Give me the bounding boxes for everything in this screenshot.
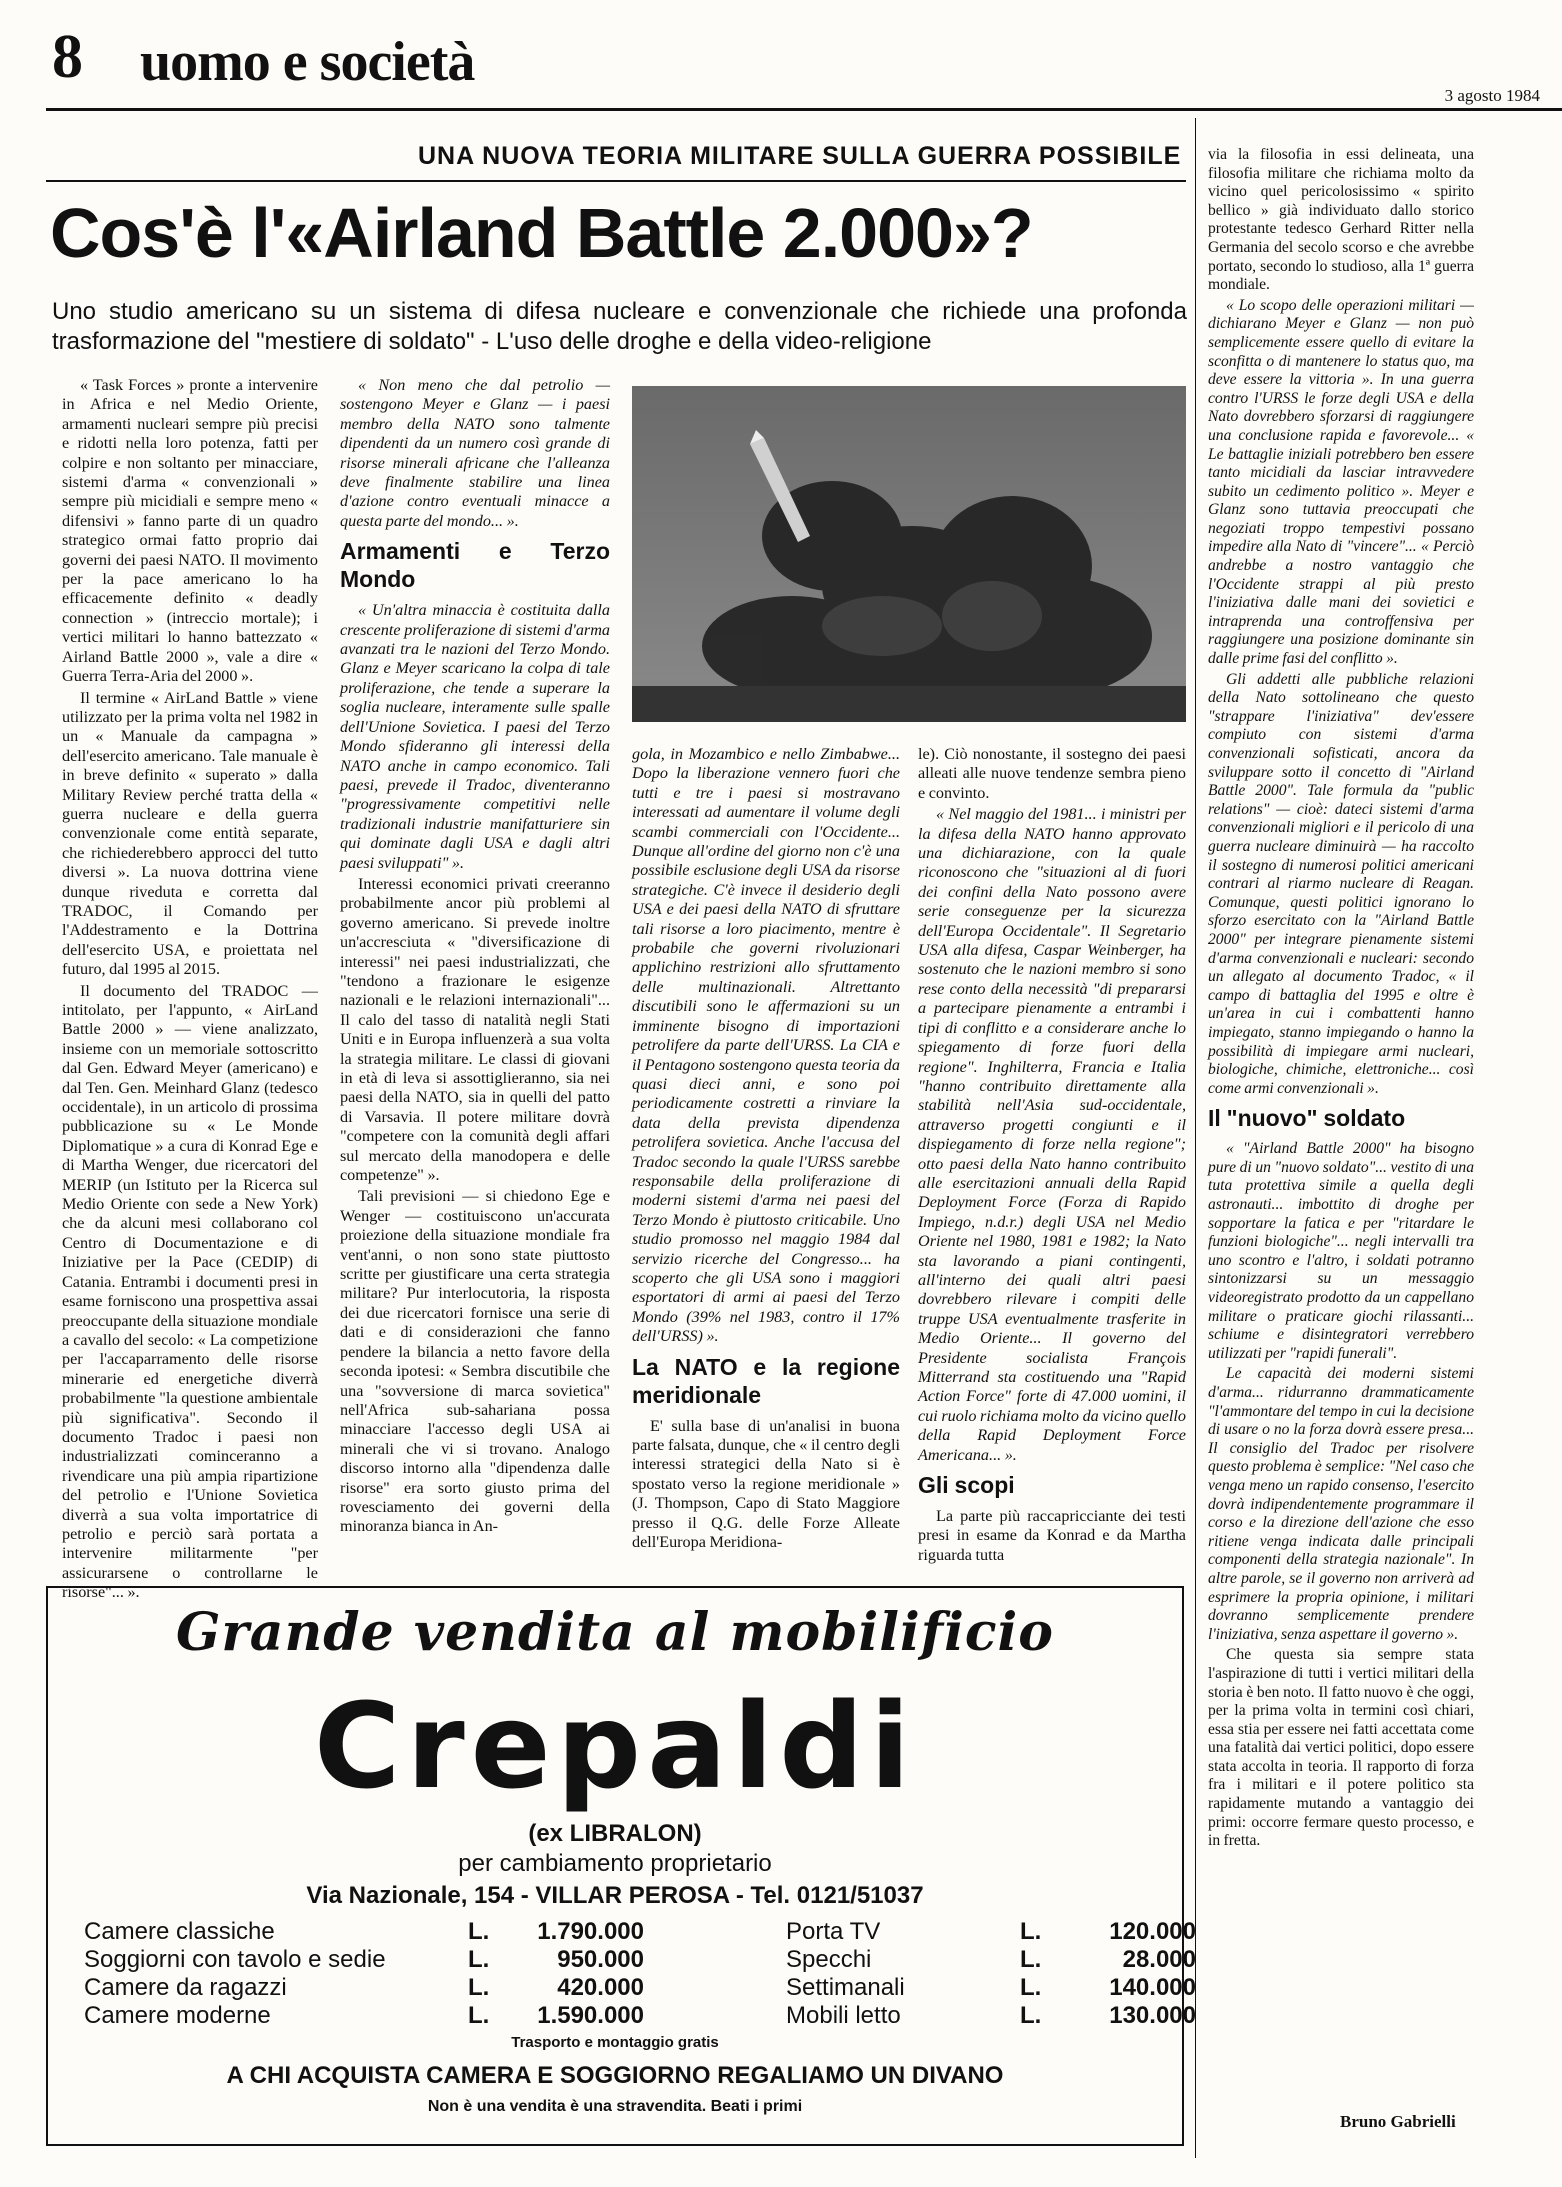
item-name: Specchi <box>786 1946 872 1973</box>
item-price: 140.000 <box>1109 1974 1196 2001</box>
article-column-2 <box>340 376 610 1539</box>
article-column-4 <box>918 745 1186 1567</box>
item-price: 950.000 <box>557 1946 644 1973</box>
price-row <box>786 1974 1196 2002</box>
item-name: Soggiorni con tavolo e sedie <box>84 1946 386 1973</box>
paragraph: « Task Forces » pronte a intervenire in Africa e nel Medio Oriente, armamenti nucleari sempre più precisi e ridotti nella loro potenza, fatti per colpire e non soltanto per minacciare, sistemi d'arma « convenzionali » sempre più micidiali e sempre meno « difensivi » fanno parte di un quadro strategico ormai fatto proprio dai governi dei paesi NATO. Il movimento per la pace americano lo ha efficacemente definito « deadly connection » (intreccio mortale); i vertici militari lo hanno battezzato « Airland Battle 2000 », vale a dire « Guerra Terra-Aria del 2000 ». <box>62 376 318 686</box>
masthead-rule <box>46 108 1562 111</box>
currency: L. <box>1020 2002 1042 2029</box>
paragraph: E' sulla base di un'analisi in buona parte falsata, dunque, che « il centro degli interessi strategici della Nato si è spostato verso la regione meridionale » (J. Thompson, Capo di Stato Maggiore presso il Q.G. delle Forze Alleate dell'Europa Meridiona- <box>632 1416 900 1552</box>
article-headline: Cos'è l'«Airland Battle 2.000»? <box>50 194 1033 272</box>
price-row <box>786 1946 1196 1974</box>
paragraph: le). Ciò nonostante, il sostegno dei paesi alleati alle nuove tendenze sembra pieno e convinto. <box>918 745 1186 802</box>
paragraph: « "Airland Battle 2000" ha bisogno pure di un "nuovo soldato"... vestito di una tuta protettiva simile a quella degli astronauti... imbottito di droghe per sopportare la fatica e per "ritardare le funzioni biologiche"... negli intervalli tra uno scontro e l'altro, i soldati potranno sintonizzarsi su un messaggio videoregistrato prodotto da un cappellano militare o praticare giochi rilassanti... schiume e disintegratori verrebbero utilizzati per "rapidi funerali". <box>1208 1140 1474 1362</box>
paragraph: « Un'altra minaccia è costituita dalla crescente proliferazione di sistemi d'arma avanzati tra le nazioni del Terzo Mondo. Glanz e Meyer scaricano la colpa di tale proliferazione, che tende a superare la soglia nucleare, interamente sulle spalle dell'Unione Sovietica. I paesi del Terzo Mondo sfideranno gli interessi della NATO anche in campo economico. Tali paesi, prevede il Tradoc, diventeranno "progressivamente competitivi nelle tradizionali industrie manifatturiere sin qui dominate dagli USA e dagli altri paesi sviluppati" ». <box>340 601 610 872</box>
paragraph: « Non meno che dal petrolio — sostengono Meyer e Glanz — i paesi membro della NATO sono talmente dipendenti da un numero così grande di risorse minerali africane che l'alleanza deve finalmente stabilire una linea d'azione contro eventuali minacce a questa parte del mondo... ». <box>340 376 610 530</box>
currency: L. <box>468 1974 490 2001</box>
item-name: Settimanali <box>786 1974 905 2001</box>
kicker-rule <box>46 180 1186 182</box>
subheading-nato: La NATO e la regione meridionale <box>632 1353 900 1408</box>
ad-brand-logo: Crepaldi <box>313 1677 917 1815</box>
item-name: Mobili letto <box>786 2002 901 2029</box>
item-price: 130.000 <box>1109 2002 1196 2029</box>
author-signature: Bruno Gabrielli <box>1340 2112 1456 2131</box>
missile-launch-photo <box>632 386 1186 722</box>
ad-price-list-left <box>84 1918 644 2030</box>
article-column-3 <box>632 745 900 1554</box>
paragraph: Le capacità dei moderni sistemi d'arma... ridurranno drammaticamente "l'ammontare del tempo in cui la decisione di usare o no la forza dovrà essere presa... Il consiglio del Tradoc per risolvere questo problema è semplice: "Nel caso che venga meno un rapido consenso, l'esercito dovrà indipendentemente programmare il corso e la direzione dell'azione che esso ritiene venga indicata dalle principali componenti della strategia nazionale". In altre parole, se il governo non arriverà ad esprimere la propria opinione, i militari dovranno semplicemente prendere l'iniziativa, senza aspettare il governo ». <box>1208 1365 1474 1643</box>
article-column-5 <box>1208 146 1474 1853</box>
currency: L. <box>1020 1918 1042 1945</box>
paragraph: Che questa sia sempre stata l'aspirazione di tutti i vertici militari della storia è ben noto. Il fatto nuovo è che oggi, per la prima volta in termini così chiari, essa stia per essere nei fatti accettata come una fatalità dai vertici politici, dopo essere stata accolta in teoria. Il rapporto di forza fra i militari e il potere politico sta rapidamente mutando a vantaggio dei primi: occorre fermare questo processo, e in fretta. <box>1208 1646 1474 1850</box>
price-row <box>84 1918 644 1946</box>
subheading-soldato: Il "nuovo" soldato <box>1208 1105 1406 1132</box>
item-name: Camere da ragazzi <box>84 1974 287 2001</box>
currency: L. <box>1020 1974 1042 2001</box>
ad-headline: Grande vendita al mobilificio <box>176 1602 1054 1663</box>
item-price: 28.000 <box>1122 1946 1196 1973</box>
item-price: 420.000 <box>557 1974 644 2001</box>
article-kicker: UNA NUOVA TEORIA MILITARE SULLA GUERRA POSSIBILE <box>418 142 1182 170</box>
paragraph: « Lo scopo delle operazioni militari — dichiarano Meyer e Glanz — non può semplicemente essere quello di evitare la sconfitta o di mantenere lo status quo, ma deve essere la vittoria ». In una guerra contro l'URSS le forze degli USA e della Nato dovrebbero sforzarsi di raggiungere una conclusione rapida e favorevole... « Le battaglie iniziali potrebbero ben essere tanto micidiali da lasciar intravvedere subito un cedimento politico ». Meyer e Glanz sono tuttavia preoccupati che negoziati troppo tempestivi possano impedire alla Nato di "vincere"... « Perciò andrebbe a nostro vantaggio che l'Occidente strappi al più presto l'iniziativa dalle mani dei sovietici e intraprenda una controffensiva per raggiungere una posizione dominante sin dalle prime fasi del conflitto ». <box>1208 296 1474 668</box>
price-row <box>84 1946 644 1974</box>
paragraph: La parte più raccapricciante dei testi presi in esame da Konrad e da Martha riguarda tutta <box>918 1507 1186 1564</box>
paragraph: Il termine « AirLand Battle » viene utilizzato per la prima volta nel 1982 in un « Manuale da campagna » dell'esercito americano. Tale manuale è in breve definito « superato » dalla Military Review perché tratta della « guerra nucleare e della guerra convenzionale come entità separate, che richiederebbero approcci del tutto diversi ». La nuova dottrina viene dunque riveduta e corretta dal TRADOC, il Comando per l'Addestramento e la Dottrina dell'esercito USA, e proiettata nel futuro, dal 1995 al 2015. <box>62 688 318 979</box>
price-row <box>786 2002 1196 2030</box>
ad-price-list-right <box>786 1918 1196 2030</box>
price-row <box>84 2002 644 2030</box>
ad-transport-note: Trasporto e montaggio gratis <box>511 2034 719 2051</box>
item-name: Camere moderne <box>84 2002 271 2029</box>
currency: L. <box>468 1946 490 1973</box>
item-name: Porta TV <box>786 1918 881 1945</box>
subheading-scopi: Gli scopi <box>918 1472 1015 1499</box>
paragraph: Il documento del TRADOC — intitolato, per l'appunto, « AirLand Battle 2000 » — viene analizzato, insieme con un memoriale sottoscritto dal Gen. Edward Meyer (americano) e dal Ten. Gen. Meinhard Glanz (tedesco occidentale), in un articolo di prossima pubblicazione su « Le Monde Diplomatique » a cura di Konrad Ege e di Martha Wenger, due ricercatori del MERIP (un Istituto per la Ricerca sul Medio Oriente con sede a New York) che da alcuni mesi collaborano col Centro di Documentazione e di Iniziative per la Pace (CEDIP) di Catania. Entrambi i documenti presi in esame forniscono una prospettiva assai preoccupante della situazione mondiale a cavallo del secolo: « La competizione per l'accaparramento delle risorse minerarie ed energetiche diverrà probabilmente "la questione ambientale più significativa". Secondo il documento Tradoc i paesi non industrializzati cominceranno a rivendicare una più ampia ripartizione del petrolio e l'Unione Sovietica diverrà a sua volta importatrice di petrolio e perciò sarà portata a intervenire militarmente "per assicurarsene o controllarne le risorse"... ». <box>62 981 318 1602</box>
price-row <box>786 1918 1196 1946</box>
currency: L. <box>468 2002 490 2029</box>
ad-tagline: Non è una vendita è una stravendita. Beati i primi <box>427 2098 803 2115</box>
item-price: 120.000 <box>1109 1918 1196 1945</box>
ad-address: Via Nazionale, 154 - VILLAR PEROSA - Tel. 0121/51037 <box>306 1882 924 1909</box>
subheading-armamenti: Armamenti e Terzo Mondo <box>340 538 610 593</box>
column-divider <box>1195 118 1196 2158</box>
paragraph: Tali previsioni — si chiedono Ege e Wenger — costituiscono un'accurata proiezione della situazione mondiale fra vent'anni, o non sono state piuttosto scritte per giustificare una certa strategia militare? Pur interlocutoria, la risposta dei due ricercatori fornisce una serie di dati e di considerazioni che fanno pendere la bilancia a netto favore della seconda ipotesi: « Sembra discutibile che una "sovversione di marca sovietica" nell'Africa sub-sahariana possa minacciare l'accesso degli USA ai minerali che vi si trovano. Analogo discorso intorno alla "dipendenza dalle risorse" era sorto giusto prima del rovesciamento dei governi della minoranza bianca in An- <box>340 1187 610 1536</box>
article-column-1 <box>62 376 318 1605</box>
article-deck: Uno studio americano su un sistema di difesa nucleare e convenzionale che richiede una profonda trasformazione del "mestiere di soldato" - L'uso delle droghe e della video-religione <box>52 298 1187 355</box>
ad-offer: A CHI ACQUISTA CAMERA E SOGGIORNO REGALIAMO UN DIVANO <box>226 2062 1004 2089</box>
currency: L. <box>1020 1946 1042 1973</box>
currency: L. <box>468 1918 490 1945</box>
ad-reason: per cambiamento proprietario <box>458 1850 772 1877</box>
issue-date: 3 agosto 1984 <box>1444 86 1540 105</box>
paragraph: « Nel maggio del 1981... i ministri per la difesa della NATO hanno approvato una dichiarazione, con la quale riconoscono che "situazioni al di fuori dei confini della Nato possono avere serie conseguenze per la sicurezza dell'Europa Occidentale". Il Segretario USA alla difesa, Caspar Weinberger, ha sostenuto che le nazioni membro si sono rese conto della necessità "di prepararsi a partecipare pienamente a entrambi i tipi di conflitto e a considerare anche lo spiegamento di forze fuori della regione". Inghilterra, Francia e Italia "hanno contribuito direttamente alla stabilità nell'Asia sud-occidentale, attraverso progetti congiunti e il dispiegamento di forze nella regione"; otto paesi della Nato hanno contribuito alle esercitazioni annuali della Rapid Deployment Force (Forza di Rapido Impiego, n.d.r.) degli USA nel Medio Oriente nel 1980, 1981 e 1982; la Nato sta lavorando a piani contingenti, all'interno dei quali altri paesi dovrebbero rilevare i compiti delle truppe USA eventualmente trasferite in Medio Oriente... Il governo del Presidente socialista François Mitterrand sta costituendo una "Rapid Action Force" forte di 47.000 uomini, il cui ruolo richiama molto da vicino quello della Rapid Deployment Force Americana... ». <box>918 805 1186 1464</box>
section-title: uomo e società <box>140 31 475 93</box>
paragraph: Gli addetti alle pubbliche relazioni della Nato sottolineano che questo "strappare l'iniziativa" dev'essere compiuto con sistemi d'arma convenzionali sofisticati, ancora da sviluppare sotto il concetto di "Airland Battle 2000". Tale formula da "public relations" — cioè: dateci sistemi d'arma convenzionali migliori e il pericolo di una guerra nucleare diminuirà — ha raccolto il sostegno di numerosi politici americani contrari al riarmo nucleare di Reagan. Comunque, questi politici ignorano lo sforzo esercitato con la "Airland Battle 2000" per integrare pienamente sistemi d'arma convenzionali e nucleari: secondo un allegato al documento Tradoc, « il campo di battaglia del 1995 e oltre è un'area in cui i combattenti hanno impiegato, stanno impiegando o hanno la possibilità di impiegare armi nucleari, biologiche, chimiche, elettroniche... così come armi convenzionali ». <box>1208 670 1474 1097</box>
price-row <box>84 1974 644 2002</box>
item-price: 1.790.000 <box>537 1918 644 1945</box>
paragraph: gola, in Mozambico e nello Zimbabwe... Dopo la liberazione vennero fuori che tutti e tre i paesi si mostravano interessati ad aumentare il volume degli scambi commerciali con l'Occidente... Dunque all'ordine del giorno non c'è una possibile esclusione degli USA da risorse strategiche. C'è invece il desiderio degli USA e dei paesi della NATO di sfruttare tali risorse a loro piacimento, mentre è probabile che governi rivoluzionari applichino restrizioni allo sfruttamento delle multinazionali. Altrettanto discutibili sono le affermazioni su un imminente bisogno di importazioni petrolifere da parte dell'URSS. La CIA e il Pentagono sostengono questa teoria da quasi dieci anni, e sono poi periodicamente costretti a rinviare la data della prevista dipendenza petrolifera sovietica. Anche l'accusa del Tradoc secondo la quale l'URSS sarebbe responsabile della proliferazione di moderni sistemi d'arma nei paesi del Terzo Mondo è piuttosto criticabile. Uno studio promosso nel maggio 1984 dal servizio ricerche del Congresso... ha scoperto che gli USA sono i maggiori esportatori di armi ai paesi del Terzo Mondo (39% nel 1983, contro il 17% dell'URSS) ». <box>632 745 900 1346</box>
item-price: 1.590.000 <box>537 2002 644 2029</box>
ad-former-name: (ex LIBRALON) <box>528 1820 702 1847</box>
page-number: 8 <box>52 23 83 91</box>
item-name: Camere classiche <box>84 1918 275 1945</box>
paragraph: via la filosofia in essi delineata, una filosofia militare che richiama molto da vicino quel pericolosissimo « spirito bellico » già individuato dallo storico protestante tedesco Gerhard Ritter nella Germania del secolo scorso e che avrebbe portato, secondo lo studioso, alla 1ª guerra mondiale. <box>1208 146 1474 294</box>
advertisement <box>46 1586 1196 2146</box>
paragraph: Interessi economici privati creeranno probabilmente ancor più problemi al governo americano. Si prevede inoltre un'accresciuta « "diversificazione di interessi" nei paesi industrializzati, che "tendono a frazionare le esigenze nazionali e le relazioni internazionali"... Il calo del tasso di natalità negli Stati Uniti e in Europa influenzerà a sua volta la strategia militare. Le classi di giovani in età di leva si assottiglieranno, sia nei paesi della NATO, sia in quelli del patto di Varsavia. Il potere militare dovrà "competere con la comunità degli affari sul mercato della manodopera e delle competenze" ». <box>340 874 610 1185</box>
